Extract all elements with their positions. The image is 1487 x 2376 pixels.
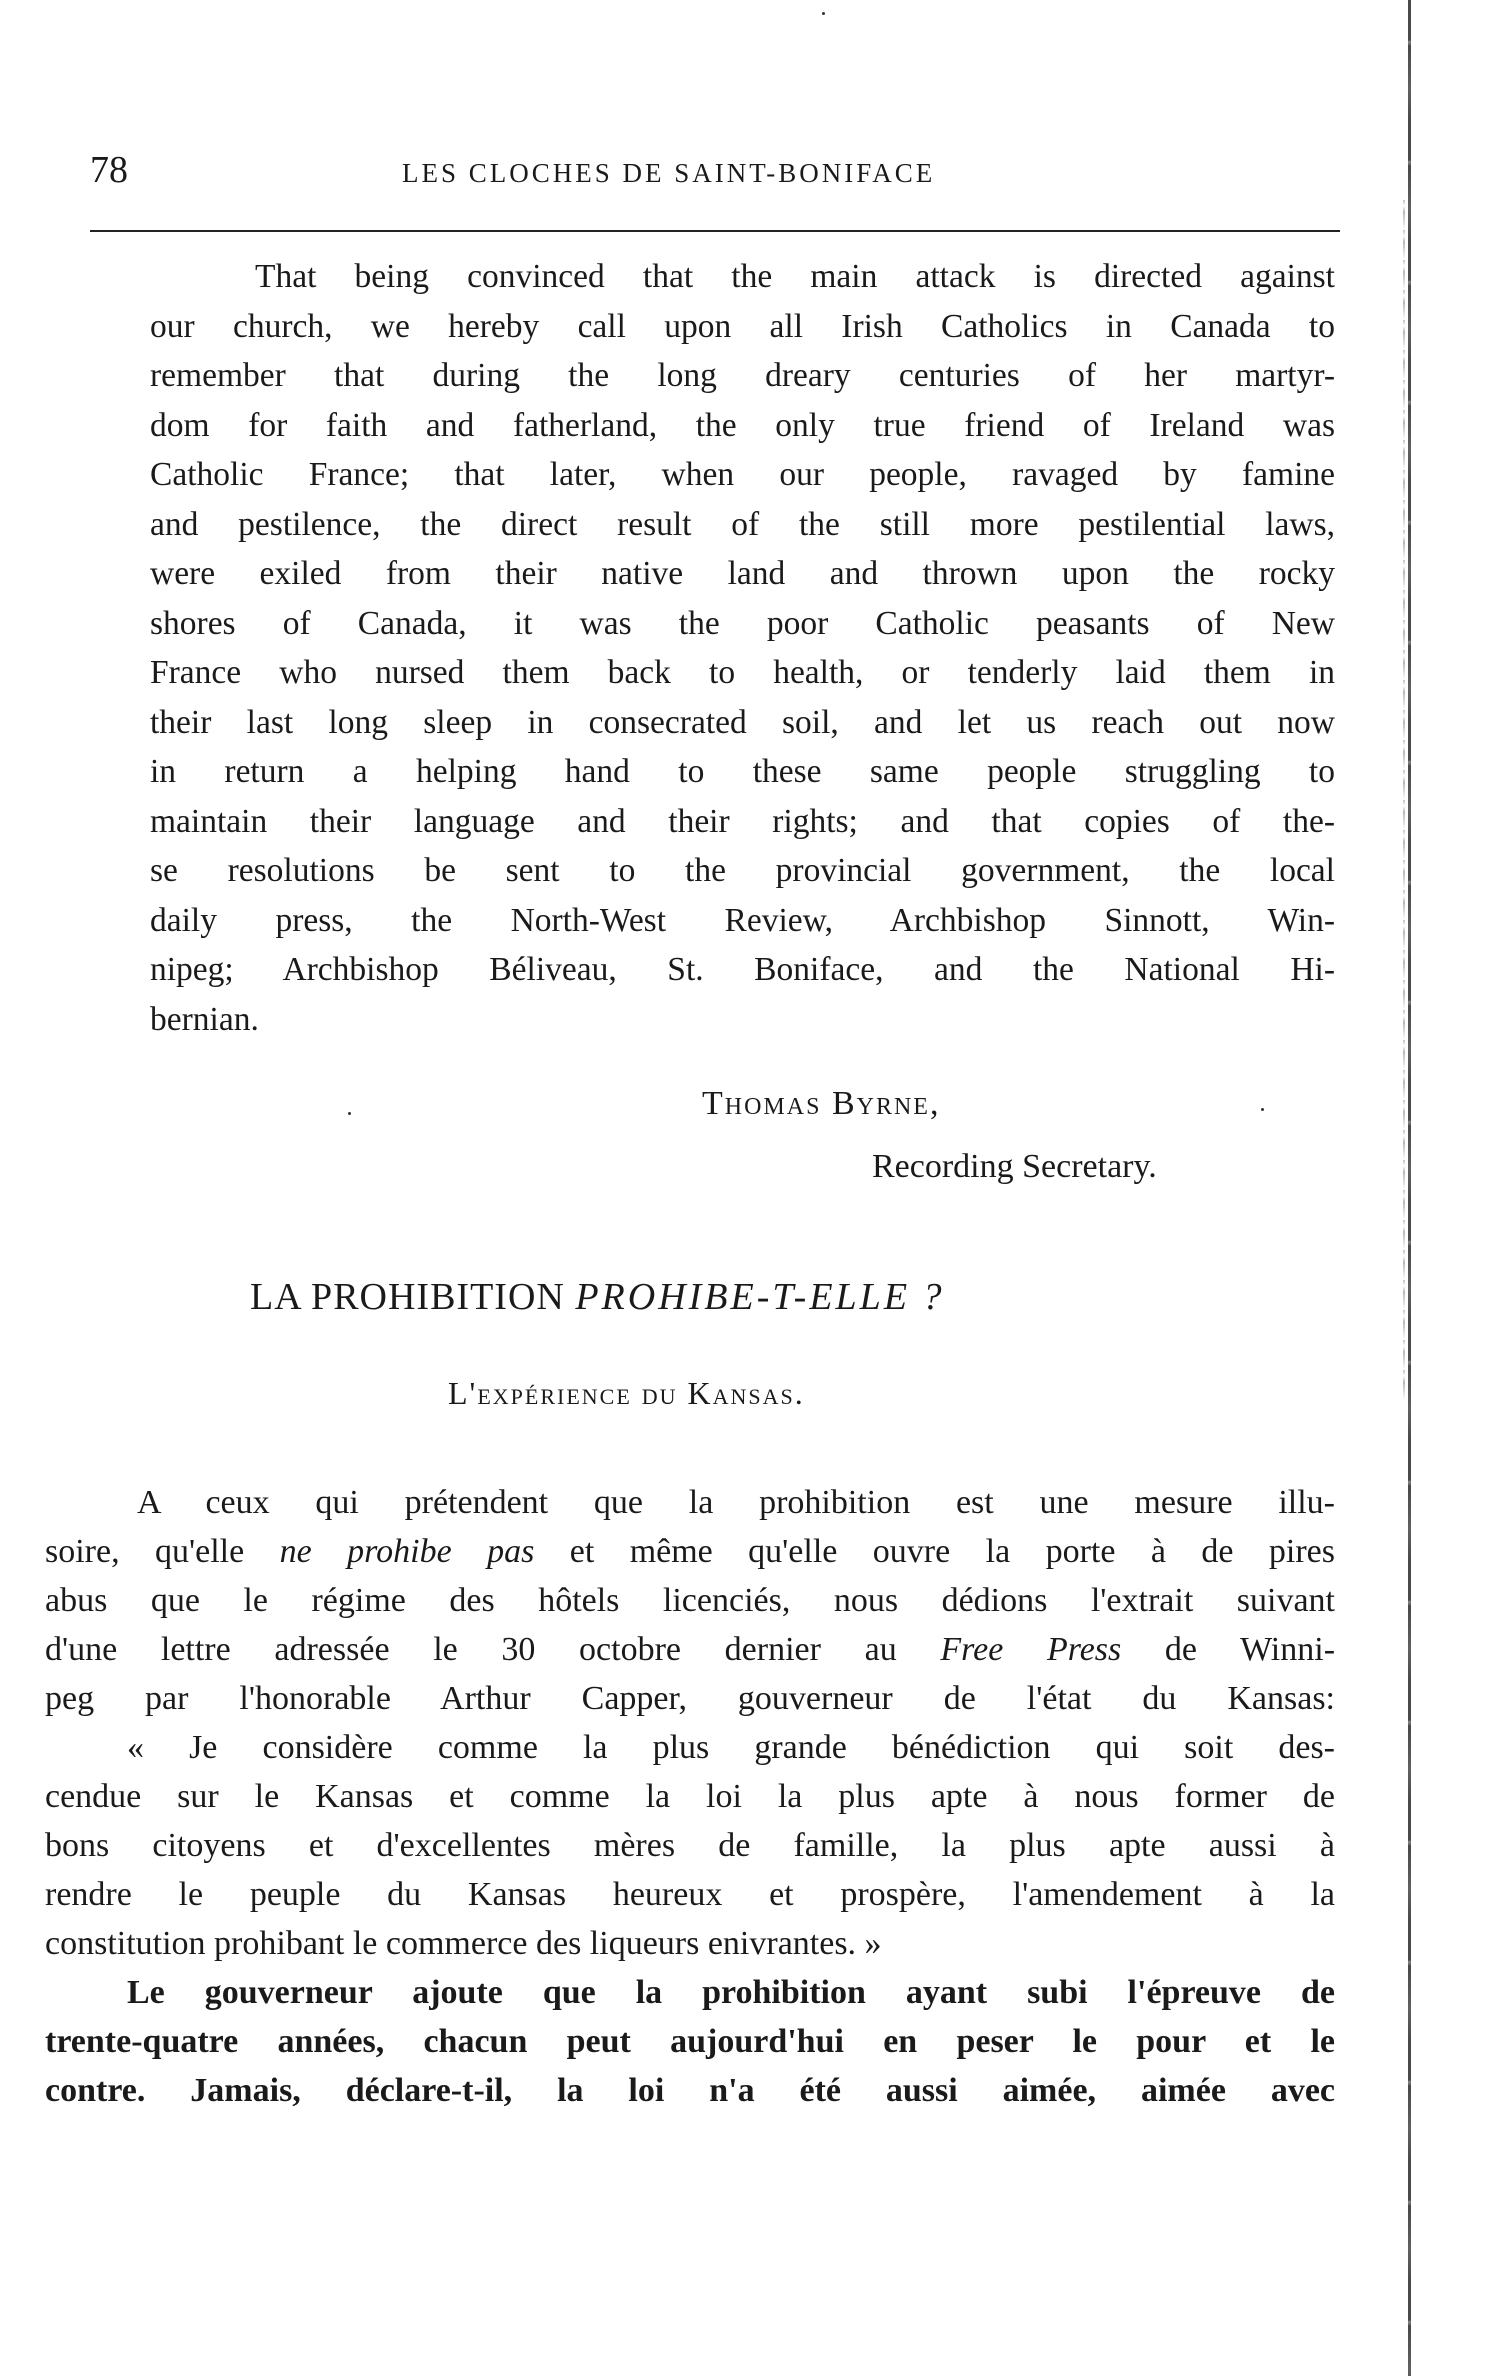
scan-speck xyxy=(1261,1108,1264,1111)
resolution-paragraph xyxy=(150,252,1335,1044)
text-line: France who nursed them back to health, or tenderly laid them in xyxy=(150,654,1335,691)
text-run: d'une lettre adressée le 30 octobre dernier au xyxy=(45,1631,941,1668)
page-header xyxy=(90,148,1350,198)
text-line: remember that during the long dreary centuries of her martyr- xyxy=(150,357,1335,394)
text-line: nipeg; Archbishop Béliveau, St. Boniface, and the National Hi- xyxy=(150,951,1335,988)
italic-run: ne prohibe pas xyxy=(279,1533,535,1570)
section-title-plain: LA PROHIBITION xyxy=(250,1276,576,1318)
text-line: abus que le régime des hôtels licenciés, nous dédions l'extrait suivant xyxy=(45,1582,1335,1619)
quote-line: cendue sur le Kansas et comme la loi la plus apte à nous former de xyxy=(45,1778,1335,1815)
article-body xyxy=(45,1478,1335,2115)
section-subtitle: L'expérience du Kansas. xyxy=(448,1375,805,1411)
text-line: our church, we hereby call upon all Irish Catholics in Canada to xyxy=(150,307,1335,345)
text-run: de Winni- xyxy=(1121,1631,1336,1668)
signature-role: Recording Secretary. xyxy=(872,1148,1157,1185)
text-line: That being convinced that the main attack is directed against xyxy=(255,258,1335,295)
text-line: Catholic France; that later, when our people, ravaged by famine xyxy=(150,456,1335,493)
text-line: dom for faith and fatherland, the only true friend of Ireland was xyxy=(150,406,1335,444)
quote-line: bons citoyens et d'excellentes mères de famille, la plus apte aussi à xyxy=(45,1827,1335,1864)
text-line: and pestilence, the direct result of the still more pestilential laws, xyxy=(150,505,1335,543)
text-line: in return a helping hand to these same people struggling to xyxy=(150,753,1335,790)
text-run: soire, qu'elle xyxy=(45,1533,280,1570)
section-title xyxy=(250,1275,945,1319)
signature-name: Thomas Byrne, xyxy=(702,1085,941,1122)
text-line: bernian. xyxy=(150,1000,259,1038)
text-line: were exiled from their native land and thrown upon the rocky xyxy=(150,555,1335,592)
text-line xyxy=(45,1625,1335,1674)
header-rule xyxy=(90,230,1340,232)
text-line: A ceux qui prétendent que la prohibition est une mesure illu- xyxy=(137,1484,1335,1521)
scan-speck xyxy=(822,12,825,15)
text-line: daily press, the North-West Review, Archbishop Sinnott, Win- xyxy=(150,901,1335,939)
text-line: contre. Jamais, déclare-t-il, la loi n'a été aussi aimée, aimée avec xyxy=(45,2072,1335,2109)
text-line: Le gouverneur ajoute que la prohibition ayant subi l'épreuve de xyxy=(127,1974,1335,2011)
text-line xyxy=(45,1527,1335,1576)
text-run: et même qu'elle ouvre la porte à de pires xyxy=(534,1533,1335,1570)
italic-run: Free Press xyxy=(940,1631,1122,1668)
scan-edge-artifact xyxy=(1408,0,1411,2376)
running-title: LES CLOCHES DE SAINT-BONIFACE xyxy=(402,158,936,188)
text-line: peg par l'honorable Arthur Capper, gouverneur de l'état du Kansas: xyxy=(45,1680,1335,1717)
quote-line: constitution prohibant le commerce des liqueurs enivrantes. » xyxy=(45,1925,882,1962)
text-line: shores of Canada, it was the poor Catholic peasants of New xyxy=(150,604,1335,642)
scan-speck xyxy=(348,1112,351,1115)
page-number: 78 xyxy=(90,149,128,191)
quote-line: rendre le peuple du Kansas heureux et prospère, l'amendement à la xyxy=(45,1876,1335,1913)
quote-line: « Je considère comme la plus grande bénédiction qui soit des- xyxy=(127,1729,1335,1766)
text-line: trente-quatre années, chacun peut aujourd'hui en peser le pour et le xyxy=(45,2023,1335,2060)
text-line: maintain their language and their rights; and that copies of the- xyxy=(150,802,1335,840)
text-line: se resolutions be sent to the provincial government, the local xyxy=(150,852,1335,889)
text-line: their last long sleep in consecrated soil, and let us reach out now xyxy=(150,703,1335,741)
scan-edge-artifact-secondary xyxy=(1403,200,1405,1400)
section-title-italic: PROHIBE-T-ELLE ? xyxy=(575,1276,945,1318)
